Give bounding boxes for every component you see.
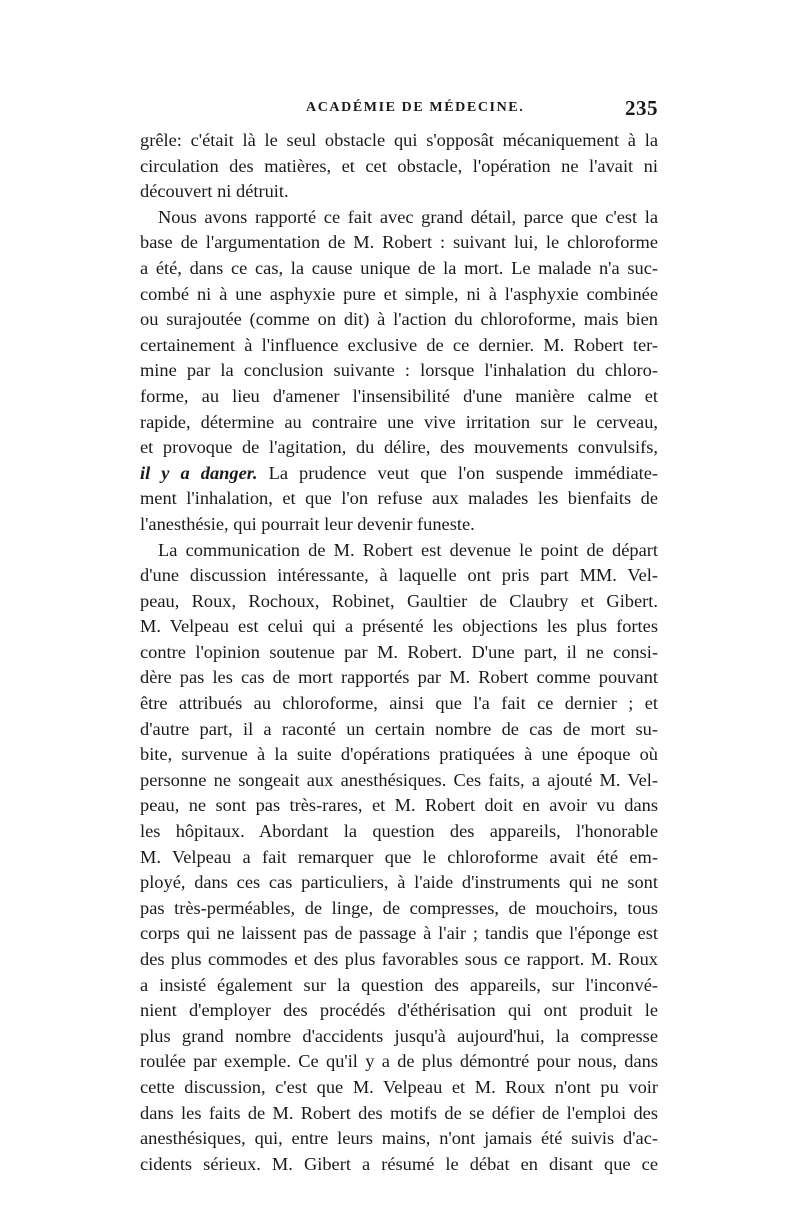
body-text (140, 128, 658, 1177)
page-header (140, 96, 658, 126)
text-line: corps qui ne laissent pas de passage à l'air ; tandis que l'éponge est (140, 923, 658, 944)
text-line: roulée par exemple. Ce qu'il y a de plus démontré pour nous, dans (140, 1051, 658, 1072)
text-line: les hôpitaux. Abordant la question des appareils, l'honorable (140, 821, 658, 842)
text-line: bite, survenue à la suite d'opérations pratiquées à une époque où (140, 744, 658, 765)
text-line: nient d'employer des procédés d'éthérisation qui ont produit le (140, 1000, 658, 1021)
page-number: 235 (625, 96, 658, 120)
text-line: être attribués au chloroforme, ainsi que l'a fait ce dernier ; et (140, 693, 658, 714)
text-line: mine par la conclusion suivante : lorsque l'inhalation du chloro- (140, 360, 658, 381)
text-line-continuation: La prudence veut que l'on suspende immédiate- (257, 462, 658, 483)
text-line: peau, Roux, Rochoux, Robinet, Gaultier de Claubry et Gibert. (140, 590, 658, 611)
text-line: ployé, dans ces cas particuliers, à l'aide d'instruments qui ne sont (140, 872, 658, 893)
text-line: dans les faits de M. Robert des motifs de se défier de l'emploi des (140, 1102, 658, 1123)
text-line: grêle: c'était là le seul obstacle qui s'opposât mécaniquement à la (140, 130, 658, 150)
text-line: anesthésiques, qui, entre leurs mains, n'ont jamais été suivis d'ac- (140, 1128, 658, 1149)
text-line: découvert ni détruit. (140, 181, 289, 202)
text-line: contre l'opinion soutenue par M. Robert. D'une part, il ne consi- (140, 641, 658, 662)
emphasis-text: il y a danger. (140, 462, 258, 483)
text-line: et provoque de l'agitation, du délire, des mouvements convulsifs, (140, 437, 658, 458)
text-line: personne ne songeait aux anesthésiques. Ces faits, a ajouté M. Vel- (140, 769, 658, 790)
text-line: forme, au lieu d'amener l'insensibilité d'une manière calme et (140, 385, 658, 406)
text-line: pas très-perméables, de linge, de compresses, de mouchoirs, tous (140, 897, 658, 918)
text-line: d'une discussion intéressante, à laquelle ont pris part MM. Vel- (140, 565, 658, 586)
text-line: cette discussion, c'est que M. Velpeau et M. Roux n'ont pu voir (140, 1076, 658, 1097)
text-line: a insisté également sur la question des appareils, sur l'inconvé- (140, 974, 658, 995)
text-line: certainement à l'influence exclusive de ce dernier. M. Robert ter- (140, 334, 658, 355)
text-line: Nous avons rapporté ce fait avec grand détail, parce que c'est la (158, 206, 658, 227)
text-line: plus grand nombre d'accidents jusqu'à aujourd'hui, la compresse (140, 1025, 658, 1046)
text-line: combé ni à une asphyxie pure et simple, ni à l'asphyxie combinée (140, 283, 658, 304)
text-line: l'anesthésie, qui pourrait leur devenir funeste. (140, 513, 475, 534)
text-line: La communication de M. Robert est devenue le point de départ (158, 539, 658, 560)
text-line: d'autre part, il a raconté un certain nombre de cas de mort su- (140, 718, 658, 739)
text-line: M. Velpeau a fait remarquer que le chloroforme avait été em- (140, 846, 658, 867)
text-line: cidents sérieux. M. Gibert a résumé le débat en disant que ce (140, 1153, 658, 1174)
text-line: base de l'argumentation de M. Robert : suivant lui, le chloroforme (140, 232, 658, 253)
text-line: des plus commodes et des plus favorables sous ce rapport. M. Roux (140, 949, 658, 969)
text-line: circulation des matières, et cet obstacle, l'opération ne l'avait ni (140, 155, 658, 176)
text-line (140, 461, 658, 487)
text-line: dère pas les cas de mort rapportés par M. Robert comme pouvant (140, 667, 658, 688)
text-line: a été, dans ce cas, la cause unique de la mort. Le malade n'a suc- (140, 257, 658, 278)
text-line: M. Velpeau est celui qui a présenté les objections les plus fortes (140, 616, 658, 637)
running-title: ACADÉMIE DE MÉDECINE. (306, 100, 525, 115)
text-line: rapide, détermine au contraire une vive irritation sur le cerveau, (140, 411, 658, 432)
text-line: peau, ne sont pas très-rares, et M. Robert doit en avoir vu dans (140, 795, 658, 816)
text-line: ou surajoutée (comme on dit) à l'action du chloroforme, mais bien (140, 309, 658, 330)
text-line: ment l'inhalation, et que l'on refuse aux malades les bienfaits de (140, 488, 658, 509)
